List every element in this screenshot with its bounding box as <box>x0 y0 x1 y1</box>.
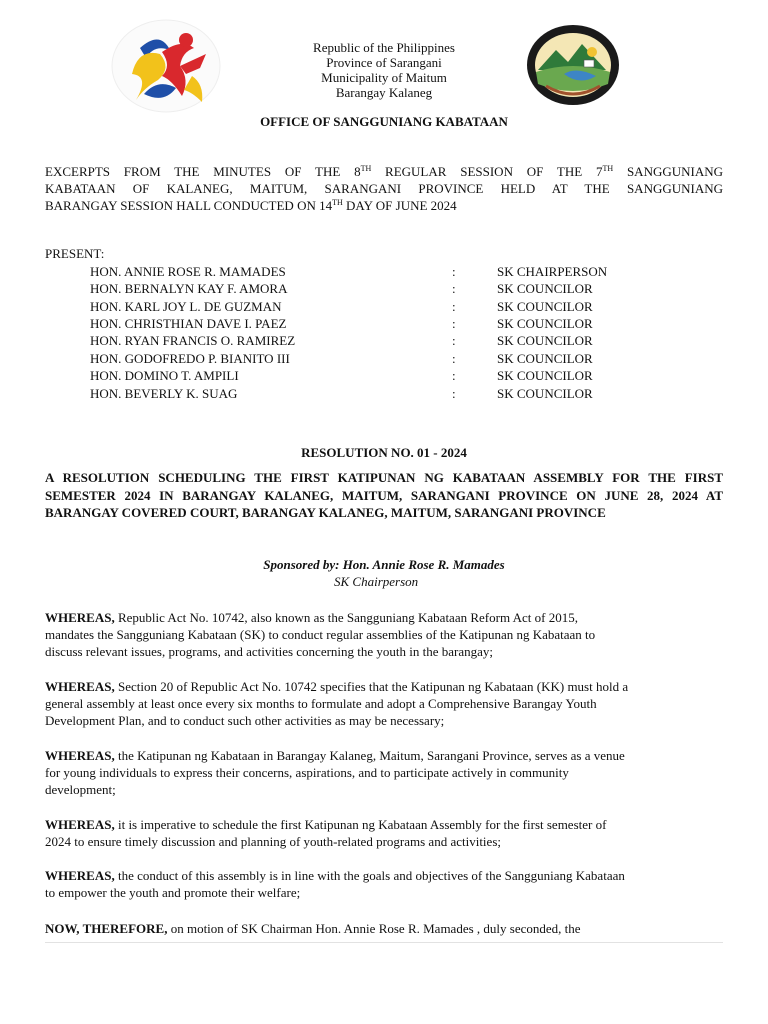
attendee-position: SK COUNCILOR <box>497 281 593 296</box>
excerpt-sup: TH <box>360 164 372 173</box>
attendee-position: SK COUNCILOR <box>497 368 593 383</box>
attendee-position: SK COUNCILOR <box>497 299 593 314</box>
whereas-line: for young individuals to express their concerns, aspirations, and to participate actively in community <box>45 765 569 780</box>
attendee-position: SK COUNCILOR <box>497 351 593 366</box>
therefore-clause <box>45 920 735 937</box>
sponsor-role: SK Chairperson <box>334 574 419 589</box>
header-block <box>234 40 534 100</box>
therefore-text: on motion of SK Chairman Hon. Annie Rose R. Mamades , duly seconded, the <box>167 921 581 936</box>
whereas-text: the Katipunan ng Kabataan in Barangay Kalaneg, Maitum, Sarangani Province, serves as a venue <box>114 748 625 763</box>
attendee-colon: : <box>452 351 456 366</box>
whereas-lead: WHEREAS, <box>45 868 115 883</box>
attendee-row <box>90 281 710 298</box>
resolution-number: RESOLUTION NO. 01 - 2024 <box>301 445 467 460</box>
excerpt-text: BARANGAY SESSION HALL CONDUCTED ON 14 <box>45 198 333 213</box>
attendee-row <box>90 368 710 385</box>
attendee-position: SK COUNCILOR <box>497 316 593 331</box>
attendee-row <box>90 299 710 316</box>
whereas-text: Section 20 of Republic Act No. 10742 specifies that the Katipunan ng Kabataan (KK) must hold a <box>114 679 629 694</box>
attendee-colon: : <box>452 368 456 383</box>
excerpt-sup: TH <box>602 164 614 173</box>
whereas-lead: WHEREAS, <box>45 610 115 625</box>
excerpt-text: DAY OF JUNE 2024 <box>342 198 457 213</box>
whereas-line <box>45 678 735 695</box>
therefore-lead: NOW, THEREFORE, <box>45 921 168 936</box>
whereas-line: to empower the youth and promote their welfare; <box>45 885 301 900</box>
attendee-name: HON. GODOFREDO P. BIANITO III <box>90 351 290 366</box>
excerpt-line-2: KABATAAN OF KALANEG, MAITUM, SARANGANI PROVINCE HELD AT THE SANGGUNIANG <box>45 181 723 196</box>
attendee-row <box>90 316 710 333</box>
header-line-municipality: Municipality of Maitum <box>321 70 447 85</box>
whereas-lead: WHEREAS, <box>45 679 115 694</box>
resolution-title: A RESOLUTION SCHEDULING THE FIRST KATIPUNAN NG KABATAAN ASSEMBLY FOR THE FIRST SEMESTER 2024 IN BARANGAY KALANEG, MAITUM, SARANGANI PROVINCE ON JUNE 28, 2024 AT BARANGAY COVERED COURT, BARANGAY KALANEG, MAITUM, SARANGANI PROVINCE <box>45 470 723 520</box>
attendee-name: HON. DOMINO T. AMPILI <box>90 368 239 383</box>
attendee-colon: : <box>452 316 456 331</box>
whereas-line: 2024 to ensure timely discussion and planning of youth-related programs and activities; <box>45 834 501 849</box>
excerpt-line-3 <box>45 197 723 214</box>
excerpt-text: SANGGUNIANG <box>613 164 723 179</box>
sk-logo <box>110 18 222 114</box>
excerpt-text: REGULAR SESSION OF THE 7 <box>371 164 603 179</box>
attendee-name: HON. BERNALYN KAY F. AMORA <box>90 281 288 296</box>
whereas-line <box>45 609 735 626</box>
whereas-lead: WHEREAS, <box>45 748 115 763</box>
attendee-position: SK CHAIRPERSON <box>497 264 608 279</box>
attendee-row <box>90 351 710 368</box>
whereas-clause <box>45 747 735 798</box>
whereas-line: development; <box>45 782 116 797</box>
whereas-text: the conduct of this assembly is in line with the goals and objectives of the Sangguniang Kabataan <box>114 868 625 883</box>
excerpt-paragraph <box>45 163 723 214</box>
present-label: PRESENT: <box>45 246 105 261</box>
attendee-colon: : <box>452 386 456 401</box>
attendee-position: SK COUNCILOR <box>497 333 593 348</box>
header-line-republic: Republic of the Philippines <box>313 40 455 55</box>
whereas-line: discuss relevant issues, programs, and activities concerning the youth in the barangay; <box>45 644 494 659</box>
excerpt-text: EXCERPTS FROM THE MINUTES OF THE 8 <box>45 164 361 179</box>
attendee-colon: : <box>452 264 456 279</box>
header-line-barangay: Barangay Kalaneg <box>335 85 433 100</box>
attendee-row <box>90 333 710 350</box>
whereas-line: general assembly at least once every six months to formulate and adopt a Comprehensive Barangay Youth <box>45 696 597 711</box>
excerpt-sup: TH <box>332 198 343 207</box>
sponsor-line: Sponsored by: Hon. Annie Rose R. Mamades <box>263 557 505 572</box>
whereas-clause <box>45 609 735 660</box>
attendee-name: HON. KARL JOY L. DE GUZMAN <box>90 299 282 314</box>
attendee-name: HON. CHRISTHIAN DAVE I. PAEZ <box>90 316 287 331</box>
barangay-seal <box>526 24 620 106</box>
whereas-lead: WHEREAS, <box>45 817 115 832</box>
whereas-line <box>45 747 735 764</box>
attendee-colon: : <box>452 281 456 296</box>
page-divider <box>45 942 723 943</box>
attendee-row <box>90 264 710 281</box>
whereas-clause <box>45 867 735 901</box>
attendee-colon: : <box>452 299 456 314</box>
attendee-colon: : <box>452 333 456 348</box>
whereas-line <box>45 867 735 884</box>
whereas-line: Development Plan, and to conduct such other activities as may be necessary; <box>45 713 445 728</box>
attendee-row <box>90 386 710 403</box>
whereas-text: Republic Act No. 10742, also known as the Sangguniang Kabataan Reform Act of 2015, <box>114 610 578 625</box>
whereas-clause <box>45 678 735 729</box>
whereas-line <box>45 816 735 833</box>
attendee-name: HON. ANNIE ROSE R. MAMADES <box>90 264 286 279</box>
whereas-clause <box>45 816 735 850</box>
header-line-province: Province of Sarangani <box>326 55 442 70</box>
attendee-name: HON. BEVERLY K. SUAG <box>90 386 238 401</box>
attendee-position: SK COUNCILOR <box>497 386 593 401</box>
office-title: OFFICE OF SANGGUNIANG KABATAAN <box>260 114 508 129</box>
excerpt-line-1 <box>45 163 723 180</box>
attendee-name: HON. RYAN FRANCIS O. RAMIREZ <box>90 333 296 348</box>
whereas-text: it is imperative to schedule the first Katipunan ng Kabataan Assembly for the first semester of <box>114 817 607 832</box>
whereas-line: mandates the Sangguniang Kabataan (SK) to conduct regular assemblies of the Katipunan ng Kabataan to <box>45 627 596 642</box>
